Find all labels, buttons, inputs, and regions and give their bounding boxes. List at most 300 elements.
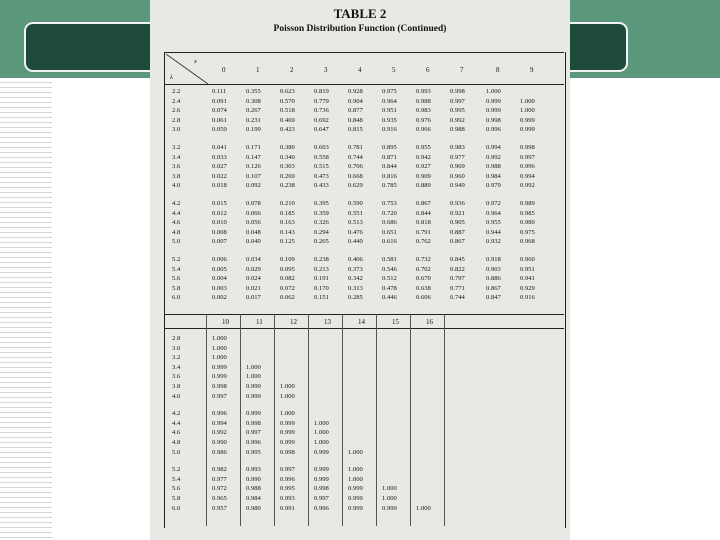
- probability-cell: 0.033: [212, 153, 227, 161]
- column-header: 12: [290, 318, 297, 326]
- column-rule: [206, 314, 207, 526]
- probability-cell: 0.126: [246, 163, 261, 171]
- column-header: 0: [222, 66, 226, 74]
- table-subtitle: Poisson Distribution Function (Continued): [273, 24, 447, 34]
- probability-cell: 0.024: [246, 275, 261, 283]
- probability-cell: 0.816: [382, 172, 397, 180]
- probability-cell: 1.000: [314, 429, 329, 437]
- lambda-value: 2.4: [172, 97, 181, 105]
- probability-cell: 0.092: [246, 182, 261, 190]
- probability-cell: 0.955: [486, 219, 501, 227]
- column-header: 1: [256, 66, 260, 74]
- probability-cell: 0.927: [416, 163, 431, 171]
- lambda-value: 5.2: [172, 466, 181, 474]
- probability-cell: 0.976: [416, 116, 431, 124]
- probability-cell: 0.935: [382, 116, 397, 124]
- probability-cell: 1.000: [280, 410, 295, 418]
- probability-cell: 0.994: [520, 172, 535, 180]
- table-rule: [164, 328, 564, 329]
- probability-cell: 0.606: [416, 294, 431, 302]
- lambda-value: 5.4: [172, 475, 181, 483]
- probability-cell: 1.000: [280, 392, 295, 400]
- probability-cell: 0.972: [212, 485, 227, 493]
- probability-cell: 0.944: [486, 228, 501, 236]
- probability-cell: 0.998: [280, 448, 295, 456]
- probability-cell: 0.999: [280, 439, 295, 446]
- column-rule: [342, 314, 343, 526]
- probability-cell: 0.999: [486, 97, 501, 105]
- probability-cell: 0.616: [382, 238, 397, 246]
- lambda-value: 5.6: [172, 275, 181, 283]
- probability-cell: 0.997: [212, 392, 227, 400]
- probability-cell: 0.877: [348, 107, 363, 115]
- probability-cell: 0.997: [450, 97, 465, 105]
- lambda-symbol: λ: [170, 74, 173, 81]
- probability-cell: 0.982: [212, 466, 227, 474]
- probability-cell: 0.433: [314, 182, 329, 190]
- probability-cell: 0.999: [246, 383, 261, 390]
- probability-cell: 0.818: [416, 219, 431, 227]
- probability-cell: 0.380: [280, 144, 295, 151]
- probability-cell: 0.844: [416, 209, 431, 217]
- lambda-value: 5.8: [172, 495, 181, 502]
- probability-cell: 0.512: [382, 275, 397, 283]
- lambda-value: 4.8: [172, 228, 181, 236]
- probability-cell: 0.473: [314, 172, 329, 180]
- column-header: 14: [358, 318, 365, 326]
- probability-cell: 0.969: [450, 163, 465, 171]
- probability-cell: 0.744: [348, 153, 363, 161]
- probability-cell: 0.941: [520, 275, 535, 283]
- probability-cell: 0.916: [382, 126, 397, 134]
- probability-cell: 0.988: [416, 97, 431, 105]
- column-header: 2: [290, 66, 294, 74]
- probability-cell: 0.957: [212, 504, 227, 512]
- probability-cell: 0.916: [520, 294, 535, 302]
- probability-cell: 0.999: [212, 373, 227, 381]
- probability-cell: 0.999: [246, 410, 261, 418]
- probability-cell: 0.048: [246, 228, 261, 236]
- probability-cell: 0.170: [314, 284, 329, 292]
- lambda-value: 6.0: [172, 294, 181, 302]
- probability-cell: 0.476: [348, 228, 363, 236]
- probability-cell: 1.000: [348, 466, 363, 474]
- column-header: 10: [222, 318, 229, 326]
- probability-cell: 1.000: [280, 383, 295, 390]
- probability-cell: 0.991: [280, 504, 295, 512]
- probability-cell: 0.041: [212, 144, 227, 151]
- probability-cell: 0.996: [486, 126, 501, 134]
- probability-cell: 0.998: [246, 419, 261, 427]
- probability-cell: 0.960: [450, 172, 465, 180]
- lambda-value: 4.2: [172, 200, 181, 207]
- probability-cell: 0.995: [280, 485, 295, 493]
- probability-cell: 0.999: [520, 116, 535, 124]
- probability-cell: 0.006: [212, 256, 227, 263]
- probability-cell: 0.074: [212, 107, 227, 115]
- probability-cell: 0.889: [416, 182, 431, 190]
- probability-cell: 0.629: [348, 182, 363, 190]
- probability-cell: 0.056: [246, 219, 261, 227]
- column-header: 15: [392, 318, 399, 326]
- column-header: 7: [460, 66, 464, 74]
- probability-cell: 0.942: [416, 153, 431, 161]
- probability-cell: 0.125: [280, 238, 295, 246]
- probability-cell: 0.692: [314, 116, 329, 124]
- probability-cell: 0.871: [382, 153, 397, 161]
- probability-cell: 0.791: [416, 228, 431, 236]
- probability-cell: 0.867: [450, 238, 465, 246]
- probability-cell: 1.000: [348, 475, 363, 483]
- probability-cell: 0.515: [314, 163, 329, 171]
- probability-cell: 0.022: [212, 172, 227, 180]
- lambda-value: 6.0: [172, 504, 181, 512]
- probability-cell: 0.406: [348, 256, 363, 263]
- probability-cell: 0.061: [212, 116, 227, 124]
- probability-cell: 0.999: [280, 429, 295, 437]
- probability-cell: 0.095: [280, 265, 295, 273]
- probability-cell: 0.269: [280, 172, 295, 180]
- lambda-value: 3.0: [172, 344, 181, 352]
- lambda-value: 2.6: [172, 107, 181, 115]
- probability-cell: 1.000: [520, 107, 535, 115]
- probability-cell: 0.008: [212, 228, 227, 236]
- column-rule: [410, 314, 411, 526]
- probability-cell: 0.867: [486, 284, 501, 292]
- table-rule: [164, 84, 564, 85]
- probability-cell: 0.992: [520, 182, 535, 190]
- probability-cell: 0.779: [314, 97, 329, 105]
- lambda-value: 4.2: [172, 410, 181, 418]
- column-header: 6: [426, 66, 430, 74]
- probability-cell: 1.000: [212, 354, 227, 362]
- lambda-value: 5.2: [172, 256, 181, 263]
- probability-cell: 0.012: [212, 209, 227, 217]
- probability-cell: 0.558: [314, 153, 329, 161]
- probability-cell: 0.994: [212, 419, 227, 427]
- probability-cell: 0.895: [382, 144, 397, 151]
- probability-cell: 0.744: [450, 294, 465, 302]
- probability-cell: 0.984: [486, 172, 501, 180]
- probability-cell: 0.732: [416, 256, 431, 263]
- probability-cell: 0.581: [382, 256, 397, 263]
- probability-cell: 0.996: [246, 439, 261, 446]
- probability-cell: 0.143: [280, 228, 295, 236]
- probability-cell: 0.999: [314, 448, 329, 456]
- probability-cell: 0.029: [246, 265, 261, 273]
- probability-cell: 0.867: [416, 200, 431, 207]
- column-header: 3: [324, 66, 328, 74]
- probability-cell: 0.021: [246, 284, 261, 292]
- probability-cell: 0.960: [520, 256, 535, 263]
- probability-cell: 0.109: [280, 256, 295, 263]
- probability-cell: 1.000: [246, 373, 261, 381]
- probability-cell: 0.551: [348, 209, 363, 217]
- probability-cell: 0.996: [314, 504, 329, 512]
- probability-cell: 0.995: [246, 448, 261, 456]
- probability-cell: 0.004: [212, 275, 227, 283]
- probability-cell: 0.702: [416, 265, 431, 273]
- probability-cell: 0.002: [212, 294, 227, 302]
- probability-cell: 0.151: [314, 294, 329, 302]
- lambda-value: 4.0: [172, 392, 181, 400]
- probability-cell: 0.078: [246, 200, 261, 207]
- lambda-value: 3.6: [172, 163, 181, 171]
- probability-cell: 0.440: [348, 238, 363, 246]
- probability-cell: 0.844: [382, 163, 397, 171]
- table-title: TABLE 2: [333, 6, 387, 21]
- probability-cell: 0.980: [246, 504, 261, 512]
- probability-cell: 0.706: [348, 163, 363, 171]
- column-header: 8: [496, 66, 500, 74]
- probability-cell: 0.171: [246, 144, 261, 151]
- probability-cell: 0.975: [382, 88, 397, 95]
- column-rule: [444, 314, 445, 526]
- probability-cell: 0.238: [280, 182, 295, 190]
- probability-cell: 0.999: [382, 504, 397, 512]
- probability-cell: 0.185: [280, 209, 295, 217]
- probability-cell: 0.007: [212, 238, 227, 246]
- probability-cell: 0.191: [314, 275, 329, 283]
- probability-cell: 0.651: [382, 228, 397, 236]
- column-rule: [274, 314, 275, 526]
- probability-cell: 1.000: [348, 448, 363, 456]
- probability-cell: 0.027: [212, 163, 227, 171]
- probability-cell: 0.998: [450, 88, 465, 95]
- probability-cell: 0.753: [382, 200, 397, 207]
- column-header: 13: [324, 318, 331, 326]
- probability-cell: 0.359: [314, 209, 329, 217]
- probability-cell: 0.999: [348, 504, 363, 512]
- table-rule: [164, 314, 564, 315]
- probability-cell: 0.928: [348, 88, 363, 95]
- probability-cell: 0.996: [212, 410, 227, 418]
- lambda-value: 2.8: [172, 335, 181, 342]
- probability-cell: 0.980: [520, 219, 535, 227]
- probability-cell: 0.985: [520, 209, 535, 217]
- ruled-margin: [0, 78, 52, 540]
- probability-cell: 0.986: [212, 448, 227, 456]
- probability-cell: 0.736: [314, 107, 329, 115]
- probability-cell: 0.082: [280, 275, 295, 283]
- probability-cell: 0.905: [450, 219, 465, 227]
- probability-cell: 0.003: [212, 284, 227, 292]
- probability-cell: 0.995: [450, 107, 465, 115]
- probability-cell: 0.469: [280, 116, 295, 124]
- x-axis-symbol: x: [194, 58, 197, 65]
- probability-cell: 0.210: [280, 200, 295, 207]
- probability-cell: 0.423: [280, 126, 295, 134]
- probability-cell: 0.993: [280, 495, 295, 502]
- column-header: 5: [392, 66, 396, 74]
- probability-cell: 1.000: [416, 504, 431, 512]
- probability-cell: 1.000: [486, 88, 501, 95]
- probability-cell: 0.887: [450, 228, 465, 236]
- probability-cell: 0.979: [486, 182, 501, 190]
- probability-cell: 1.000: [314, 439, 329, 446]
- scanned-table-image: [150, 0, 570, 540]
- probability-cell: 0.647: [314, 126, 329, 134]
- probability-cell: 0.294: [314, 228, 329, 236]
- probability-cell: 0.847: [486, 294, 501, 302]
- probability-cell: 0.072: [280, 284, 295, 292]
- probability-cell: 0.005: [212, 265, 227, 273]
- probability-cell: 0.988: [246, 485, 261, 493]
- probability-cell: 0.965: [212, 495, 227, 502]
- probability-cell: 0.951: [382, 107, 397, 115]
- probability-cell: 0.990: [212, 439, 227, 446]
- probability-cell: 0.993: [416, 88, 431, 95]
- lambda-value: 4.4: [172, 419, 181, 427]
- probability-cell: 1.000: [382, 485, 397, 493]
- probability-cell: 0.050: [212, 126, 227, 134]
- probability-cell: 0.015: [212, 200, 227, 207]
- probability-cell: 1.000: [314, 419, 329, 427]
- probability-cell: 0.231: [246, 116, 261, 124]
- probability-cell: 0.972: [486, 200, 501, 207]
- probability-cell: 0.929: [520, 284, 535, 292]
- probability-cell: 0.845: [450, 256, 465, 263]
- column-header: 11: [256, 318, 263, 326]
- probability-cell: 0.988: [486, 163, 501, 171]
- probability-cell: 0.603: [314, 144, 329, 151]
- probability-cell: 0.999: [212, 363, 227, 371]
- lambda-value: 5.0: [172, 448, 181, 456]
- probability-cell: 0.340: [280, 153, 295, 161]
- probability-cell: 0.303: [280, 163, 295, 171]
- probability-cell: 0.999: [314, 475, 329, 483]
- probability-cell: 0.999: [520, 126, 535, 134]
- probability-cell: 0.590: [348, 200, 363, 207]
- probability-cell: 0.997: [246, 429, 261, 437]
- probability-cell: 0.918: [486, 256, 501, 263]
- probability-cell: 0.949: [450, 182, 465, 190]
- lambda-value: 3.8: [172, 172, 181, 180]
- probability-cell: 0.998: [520, 144, 535, 151]
- lambda-value: 3.0: [172, 126, 181, 134]
- probability-cell: 0.983: [450, 144, 465, 151]
- lambda-value: 4.0: [172, 182, 181, 190]
- probability-cell: 0.988: [450, 126, 465, 134]
- probability-cell: 0.990: [246, 475, 261, 483]
- probability-cell: 0.977: [212, 475, 227, 483]
- probability-cell: 0.546: [382, 265, 397, 273]
- probability-cell: 0.265: [314, 238, 329, 246]
- probability-cell: 1.000: [212, 335, 227, 342]
- probability-cell: 0.998: [486, 116, 501, 124]
- lambda-value: 5.6: [172, 485, 181, 493]
- lambda-value: 2.8: [172, 116, 181, 124]
- probability-cell: 0.975: [520, 228, 535, 236]
- column-header: 9: [530, 66, 534, 74]
- probability-cell: 0.932: [486, 238, 501, 246]
- probability-cell: 0.107: [246, 172, 261, 180]
- probability-cell: 0.997: [280, 466, 295, 474]
- probability-cell: 0.326: [314, 219, 329, 227]
- lambda-value: 4.8: [172, 439, 181, 446]
- probability-cell: 0.968: [520, 238, 535, 246]
- probability-cell: 0.998: [314, 485, 329, 493]
- lambda-value: 3.2: [172, 354, 181, 362]
- probability-cell: 0.955: [416, 144, 431, 151]
- probability-cell: 0.781: [348, 144, 363, 151]
- column-rule: [240, 314, 241, 526]
- lambda-value: 4.4: [172, 209, 181, 217]
- probability-cell: 0.034: [246, 256, 261, 263]
- probability-cell: 0.951: [520, 265, 535, 273]
- probability-cell: 0.997: [314, 495, 329, 502]
- probability-cell: 0.355: [246, 88, 261, 95]
- lambda-value: 3.6: [172, 373, 181, 381]
- probability-cell: 0.964: [382, 97, 397, 105]
- probability-cell: 1.000: [520, 97, 535, 105]
- probability-cell: 0.670: [416, 275, 431, 283]
- lambda-value: 3.4: [172, 363, 181, 371]
- probability-cell: 0.342: [348, 275, 363, 283]
- lambda-value: 2.2: [172, 88, 181, 95]
- probability-cell: 0.513: [348, 219, 363, 227]
- probability-cell: 0.989: [520, 200, 535, 207]
- probability-cell: 0.999: [486, 107, 501, 115]
- probability-cell: 0.999: [280, 419, 295, 427]
- probability-cell: 0.996: [280, 475, 295, 483]
- probability-cell: 0.638: [416, 284, 431, 292]
- probability-cell: 0.822: [450, 265, 465, 273]
- probability-cell: 0.966: [416, 126, 431, 134]
- column-header: 4: [358, 66, 362, 74]
- probability-cell: 0.848: [348, 116, 363, 124]
- probability-cell: 0.313: [348, 284, 363, 292]
- probability-cell: 0.018: [212, 182, 227, 190]
- probability-cell: 0.993: [246, 466, 261, 474]
- probability-cell: 0.147: [246, 153, 261, 161]
- lambda-value: 3.4: [172, 153, 181, 161]
- lambda-value: 5.4: [172, 265, 181, 273]
- probability-cell: 0.066: [246, 209, 261, 217]
- lambda-value: 3.8: [172, 383, 181, 390]
- probability-cell: 0.478: [382, 284, 397, 292]
- probability-cell: 0.997: [520, 153, 535, 161]
- probability-cell: 0.964: [486, 209, 501, 217]
- probability-cell: 0.977: [450, 153, 465, 161]
- probability-cell: 0.199: [246, 126, 261, 134]
- lambda-value: 5.8: [172, 284, 181, 292]
- probability-cell: 0.797: [450, 275, 465, 283]
- probability-cell: 0.623: [280, 88, 295, 95]
- probability-cell: 0.017: [246, 294, 261, 302]
- probability-cell: 0.771: [450, 284, 465, 292]
- probability-cell: 0.785: [382, 182, 397, 190]
- probability-cell: 1.000: [382, 495, 397, 502]
- probability-cell: 0.909: [416, 172, 431, 180]
- probability-cell: 0.999: [348, 495, 363, 502]
- probability-cell: 0.984: [246, 495, 261, 502]
- probability-cell: 0.992: [486, 153, 501, 161]
- probability-cell: 0.570: [280, 97, 295, 105]
- probability-cell: 0.996: [520, 163, 535, 171]
- probability-cell: 0.668: [348, 172, 363, 180]
- probability-cell: 0.903: [486, 265, 501, 273]
- probability-cell: 0.999: [314, 466, 329, 474]
- probability-cell: 0.267: [246, 107, 261, 115]
- probability-cell: 0.999: [246, 392, 261, 400]
- probability-cell: 0.111: [212, 88, 227, 95]
- column-rule: [308, 314, 309, 526]
- probability-cell: 0.720: [382, 209, 397, 217]
- lambda-value: 4.6: [172, 429, 181, 437]
- probability-cell: 0.992: [212, 429, 227, 437]
- lambda-value: 4.6: [172, 219, 181, 227]
